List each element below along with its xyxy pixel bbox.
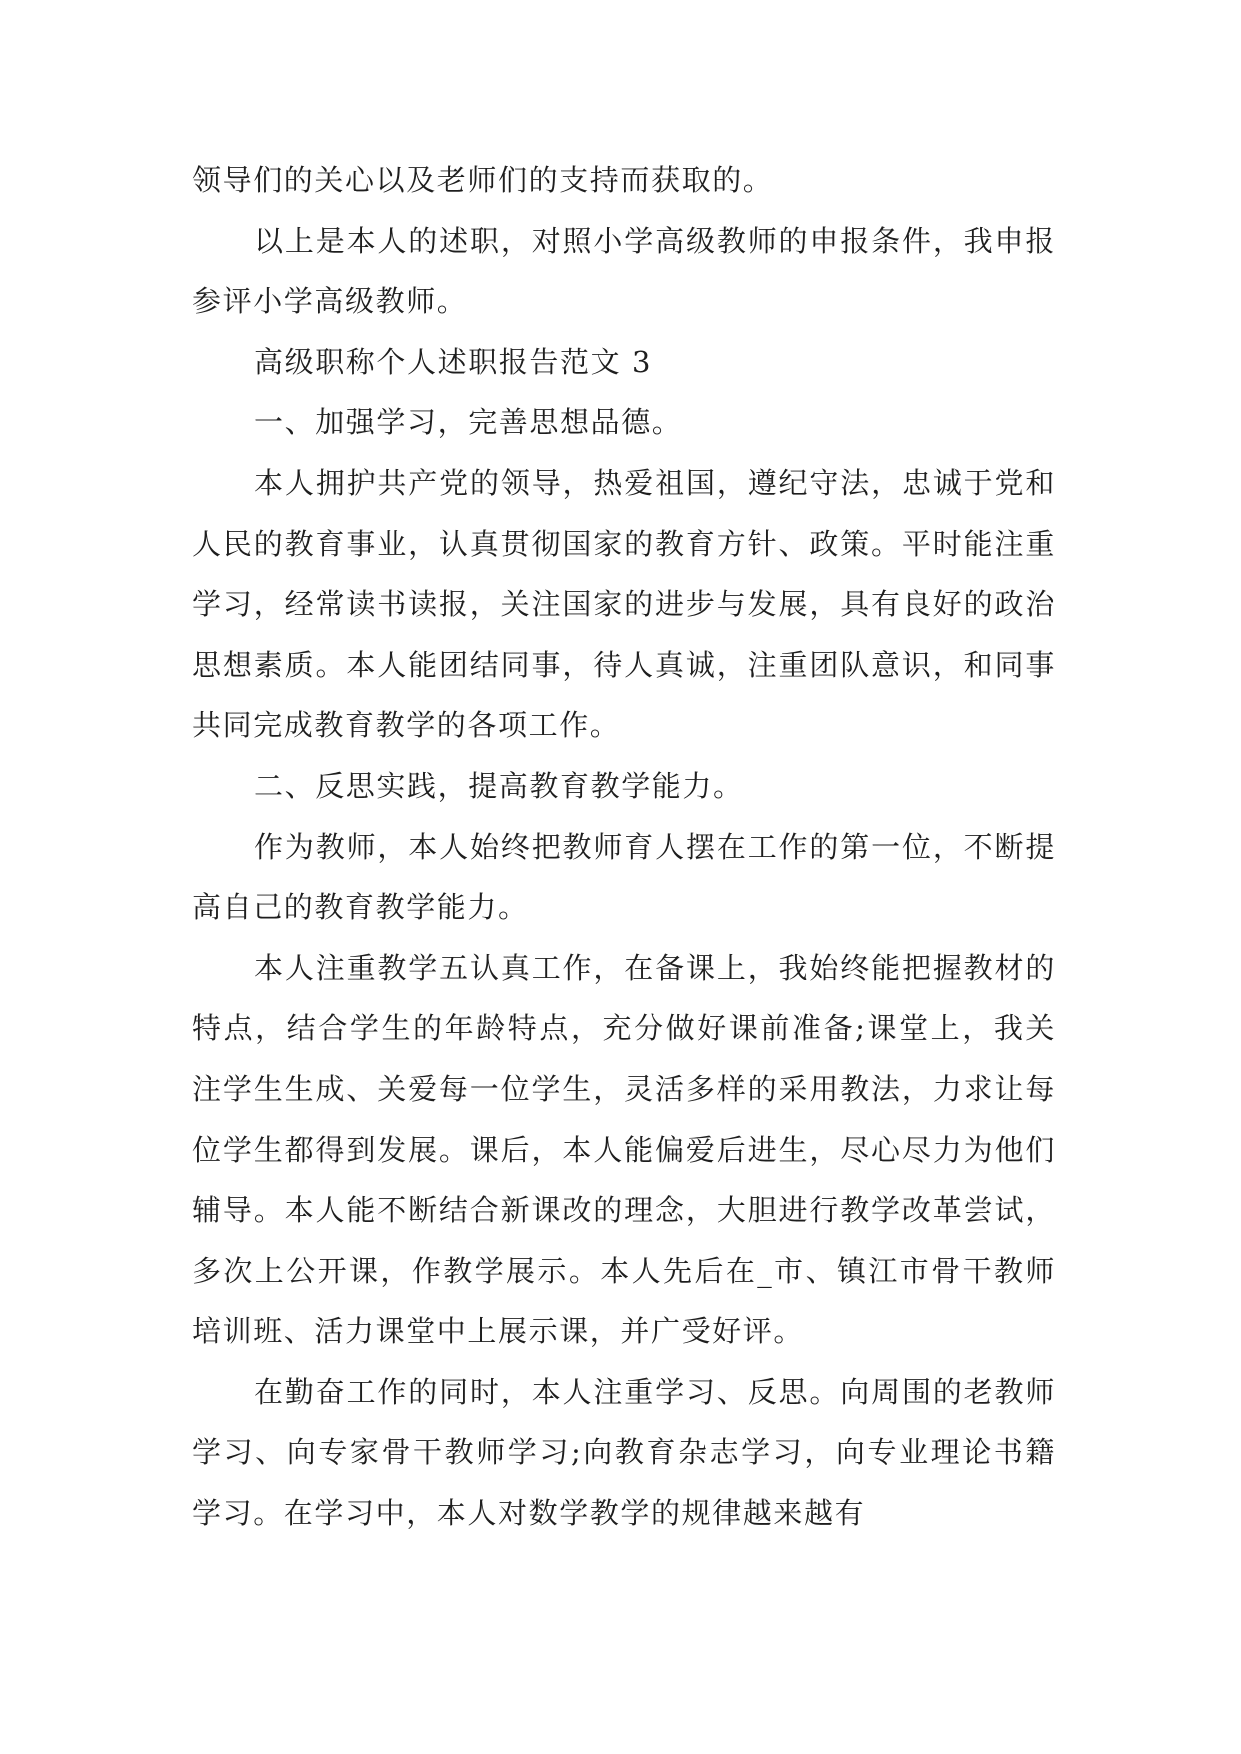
paragraph-1: 领导们的关心以及老师们的支持而获取的。 [192, 163, 774, 197]
section-heading-3: 高级职称个人述职报告范文 3 [254, 344, 653, 379]
paragraph-6: 在勤奋工作的同时，本人注重学习、反思。向周围的老教师学习、向专家骨干教师学习;向教育杂志学习，向专业理论书籍学习。在学习中，本人对数学教学的规律越来越有 [192, 1374, 1056, 1531]
paragraph-3: 本人拥护共产党的领导，热爱祖国，遵纪守法，忠诚于党和人民的教育事业，认真贯彻国家的教育方针、政策。平时能注重学习，经常读书读报，关注国家的进步与发展，具有良好的政治思想素质。本人能团结同事，待人真诚，注重团队意识，和同事共同完成教育教学的各项工作。 [192, 465, 1056, 743]
paragraph-2: 以上是本人的述职，对照小学高级教师的申报条件，我申报参评小学高级教师。 [192, 223, 1056, 319]
subheading-2: 二、反思实践，提高教育教学能力。 [254, 768, 744, 803]
paragraph-4: 作为教师，本人始终把教师育人摆在工作的第一位，不断提高自己的教育教学能力。 [192, 829, 1056, 925]
paragraph-5: 本人注重教学五认真工作，在备课上，我始终能把握教材的特点，结合学生的年龄特点，充分做好课前准备;课堂上，我关注学生生成、关爱每一位学生，灵活多样的采用教法，力求让每位学生都得到发展。课后，本人能偏爱后进生，尽心尽力为他们辅导。本人能不断结合新课改的理念，大胆进行教学改革尝试，多次上公开课，作教学展示。本人先后在_市、镇江市骨干教师培训班、活力课堂中上展示课，并广受好评。 [192, 950, 1056, 1349]
subheading-1: 一、加强学习，完善思想品德。 [254, 405, 683, 440]
document-page [192, 150, 1056, 1544]
